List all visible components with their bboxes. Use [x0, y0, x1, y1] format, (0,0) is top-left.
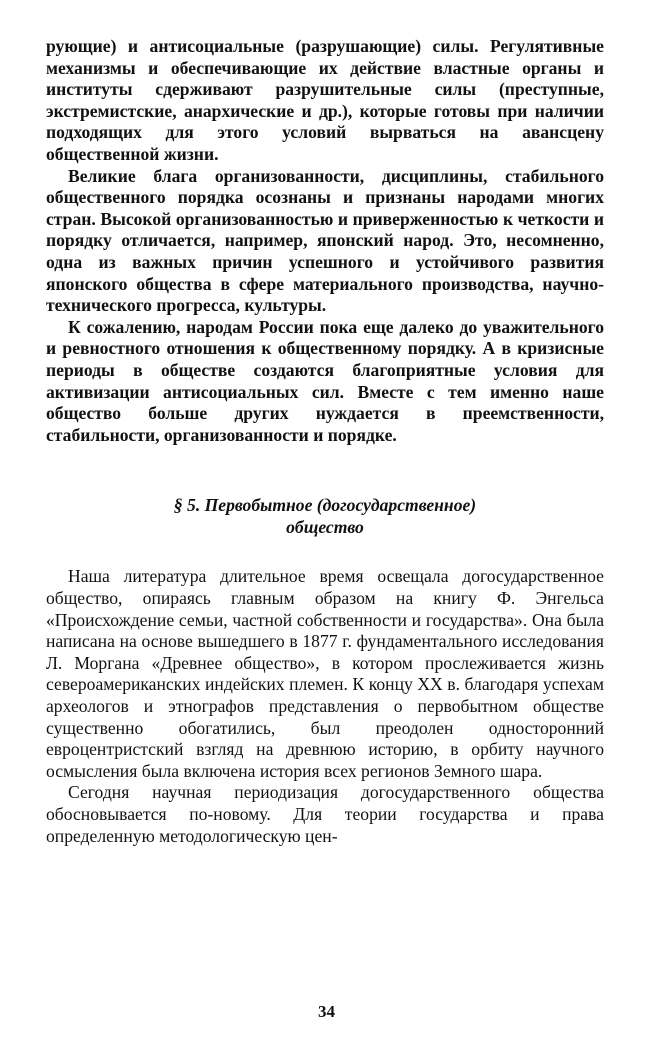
paragraph-2: Великие блага организованности, дисциплины, стабильного общественного порядка осознаны и признаны народами многих стран. Высокой организованностью и приверженностью к четкости и порядку отличается, например, японский народ. Это, несомненно, одна из важных причин успешного и устойчивого развития японского общества в сфере материального производства, научно-технического прогресса, культуры.	[46, 165, 604, 316]
paragraph-4: Наша литература длительное время освещала догосударственное общество, опираясь главным образом на книгу Ф. Энгельса «Происхождение семьи, частной собственности и государства». Она была написана на основе вышедшего в 1877 г. фундаментального исследования Л. Моргана «Древнее общество», в котором прослеживается жизнь североамериканских индейских племен. К концу XX в. благодаря успехам археологов и этнографов представления о первобытном обществе существенно обогатились, был преодолен односторонний евроцентристский взгляд на древнюю историю, в орбиту научного осмысления была включена история всех регионов Земного шара.	[46, 566, 604, 781]
page-number: 34	[318, 1002, 335, 1021]
paragraph-1: рующие) и антисоциальные (разрушающие) силы. Регулятивные механизмы и обеспечивающие их действие властные органы и институты сдерживают разрушительные силы (преступные, экстремистские, анархические и др.), которые готовы при наличии подходящих для этого условий вырваться на авансцену общественной жизни.	[46, 36, 604, 164]
section-heading-line-2: общество	[286, 516, 364, 537]
section-heading	[46, 495, 604, 538]
page-body	[46, 36, 604, 847]
paragraph-5: Сегодня научная периодизация догосударственного общества обосновывается по-новому. Для теории государства и права определенную методологическую цен-	[46, 782, 604, 846]
section-2	[46, 566, 604, 847]
paragraph-3: К сожалению, народам России пока еще далеко до уважительного и ревностного отношения к общественному порядку. А в кризисные периоды в обществе создаются благоприятные условия для активизации антисоциальных сил. Вместе с тем именно наше общество больше других нуждается в преемственности, стабильности, организованности и порядке.	[46, 316, 604, 445]
section-heading-line-1: § 5. Первобытное (догосударственное)	[173, 495, 477, 516]
